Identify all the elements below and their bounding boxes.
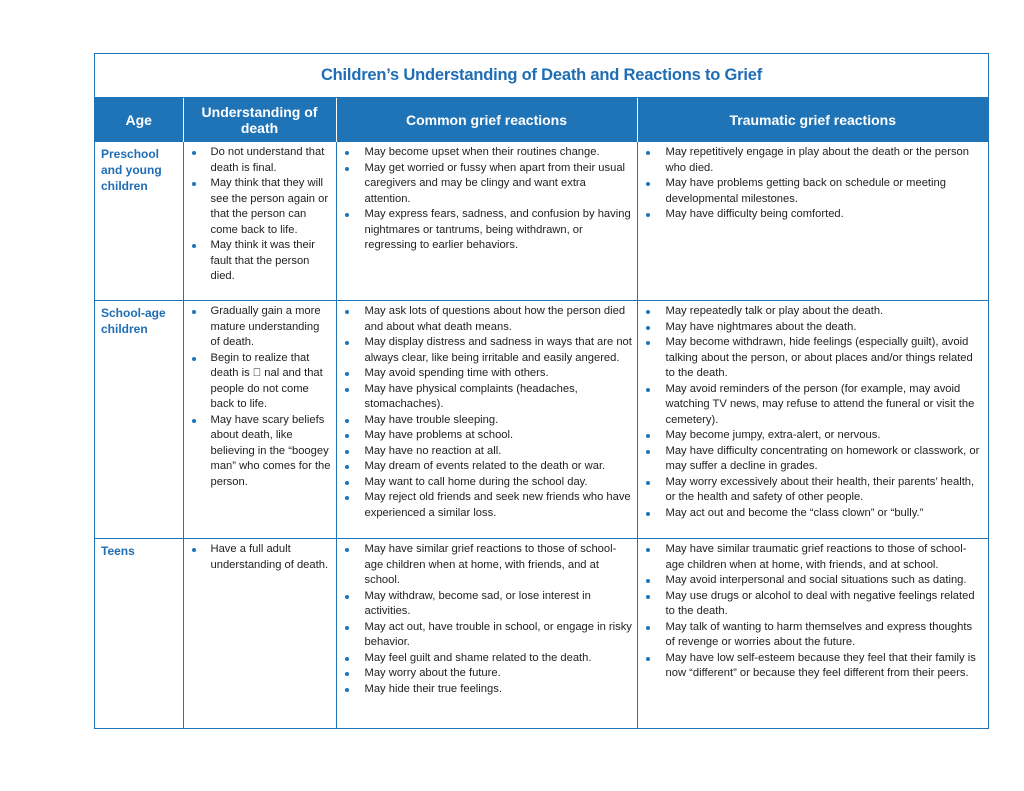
- list-item: Gradually gain a more mature understanding of death.: [188, 304, 332, 351]
- bullet-list: [188, 304, 332, 490]
- list-item: May dream of events related to the death or war.: [341, 459, 633, 475]
- document-title: Children’s Understanding of Death and Reactions to Grief: [320, 66, 763, 84]
- header-traumatic: Traumatic grief reactions: [637, 98, 988, 142]
- bullet-list: [642, 542, 985, 682]
- traumatic-cell: [637, 301, 988, 539]
- list-item: May want to call home during the school day.: [341, 475, 633, 491]
- header-age: Age: [95, 98, 183, 142]
- list-item: May reject old friends and seek new friends who have experienced a similar loss.: [341, 490, 633, 521]
- list-item: May talk of wanting to harm themselves and express thoughts of revenge or worries about the future.: [642, 620, 985, 651]
- list-item: May worry excessively about their health, their parents’ health, or the health and safety of other people.: [642, 475, 985, 506]
- list-item: May avoid spending time with others.: [341, 366, 633, 382]
- list-item: May think it was their fault that the person died.: [188, 238, 332, 285]
- list-item: May have difficulty concentrating on homework or classwork, or may suffer a decline in grades.: [642, 444, 985, 475]
- list-item: May become jumpy, extra-alert, or nervous.: [642, 428, 985, 444]
- age-label: Teens: [101, 544, 135, 558]
- list-item: May use drugs or alcohol to deal with negative feelings related to the death.: [642, 589, 985, 620]
- bullet-list: [642, 304, 985, 521]
- list-item: May express fears, sadness, and confusion by having nightmares or tantrums, being withdrawn, or regressing to earlier behaviors.: [341, 207, 633, 254]
- list-item: May have physical complaints (headaches, stomachaches).: [341, 382, 633, 413]
- list-item: May have problems getting back on schedule or meeting developmental milestones.: [642, 176, 985, 207]
- grief-table: [95, 98, 988, 728]
- list-item: May have nightmares about the death.: [642, 320, 985, 336]
- list-item: May avoid reminders of the person (for example, may avoid watching TV news, may refuse to attend the funeral or visit the cemetery).: [642, 382, 985, 429]
- header-common: Common grief reactions: [336, 98, 637, 142]
- table-row-school-age: [95, 301, 988, 539]
- list-item: May repeatedly talk or play about the death.: [642, 304, 985, 320]
- list-item: May act out and become the “class clown” or “bully.”: [642, 506, 985, 522]
- list-item: May repetitively engage in play about the death or the person who died.: [642, 145, 985, 176]
- common-cell: [336, 142, 637, 301]
- list-item: May have similar traumatic grief reactions to those of school-age children when at home, with friends, and at school.: [642, 542, 985, 573]
- table-row-teens: [95, 539, 988, 729]
- list-item: May have similar grief reactions to those of school-age children when at home, with friends, and at school.: [341, 542, 633, 589]
- list-item: May withdraw, become sad, or lose interest in activities.: [341, 589, 633, 620]
- list-item: May get worried or fussy when apart from their usual caregivers and may be clingy and want extra attention.: [341, 161, 633, 208]
- bullet-list: [188, 542, 332, 573]
- list-item: May have scary beliefs about death, like believing in the “boogey man” who comes for the person.: [188, 413, 332, 491]
- age-label: Preschool and young children: [101, 147, 162, 193]
- age-cell: [95, 539, 183, 729]
- age-label: School-age children: [101, 306, 166, 336]
- list-item: May have no reaction at all.: [341, 444, 633, 460]
- bullet-list: [341, 145, 633, 254]
- list-item: May become withdrawn, hide feelings (especially guilt), avoid talking about the person, or about places and/or things related to the death.: [642, 335, 985, 382]
- list-item: May hide their true feelings.: [341, 682, 633, 698]
- list-item: May have low self-esteem because they feel that their family is now “different” or because they feel different from their peers.: [642, 651, 985, 682]
- common-cell: [336, 539, 637, 729]
- list-item: May have problems at school.: [341, 428, 633, 444]
- list-item: Begin to realize that death is   nal and that people do not come back to life.: [188, 351, 332, 413]
- traumatic-cell: [637, 142, 988, 301]
- header-row: [95, 98, 988, 142]
- list-item: May avoid interpersonal and social situations such as dating.: [642, 573, 985, 589]
- bullet-list: [341, 304, 633, 521]
- age-cell: [95, 301, 183, 539]
- understanding-cell: [183, 142, 336, 301]
- age-cell: [95, 142, 183, 301]
- list-item: Do not understand that death is final.: [188, 145, 332, 176]
- title-bar: [95, 54, 988, 98]
- understanding-cell: [183, 301, 336, 539]
- bullet-list: [642, 145, 985, 223]
- list-item: May have trouble sleeping.: [341, 413, 633, 429]
- header-understanding: Understanding of death: [183, 98, 336, 142]
- bullet-list: [341, 542, 633, 697]
- list-item: May display distress and sadness in ways that are not always clear, like being irritable and easily angered.: [341, 335, 633, 366]
- understanding-cell: [183, 539, 336, 729]
- list-item: May ask lots of questions about how the person died and about what death means.: [341, 304, 633, 335]
- common-cell: [336, 301, 637, 539]
- traumatic-cell: [637, 539, 988, 729]
- list-item: May have difficulty being comforted.: [642, 207, 985, 223]
- list-item: May act out, have trouble in school, or engage in risky behavior.: [341, 620, 633, 651]
- list-item: May feel guilt and shame related to the death.: [341, 651, 633, 667]
- grief-table-document: [94, 53, 989, 729]
- table-row-preschool: [95, 142, 988, 301]
- list-item: May think that they will see the person again or that the person can come back to life.: [188, 176, 332, 238]
- list-item: Have a full adult understanding of death.: [188, 542, 332, 573]
- list-item: May become upset when their routines change.: [341, 145, 633, 161]
- list-item: May worry about the future.: [341, 666, 633, 682]
- bullet-list: [188, 145, 332, 285]
